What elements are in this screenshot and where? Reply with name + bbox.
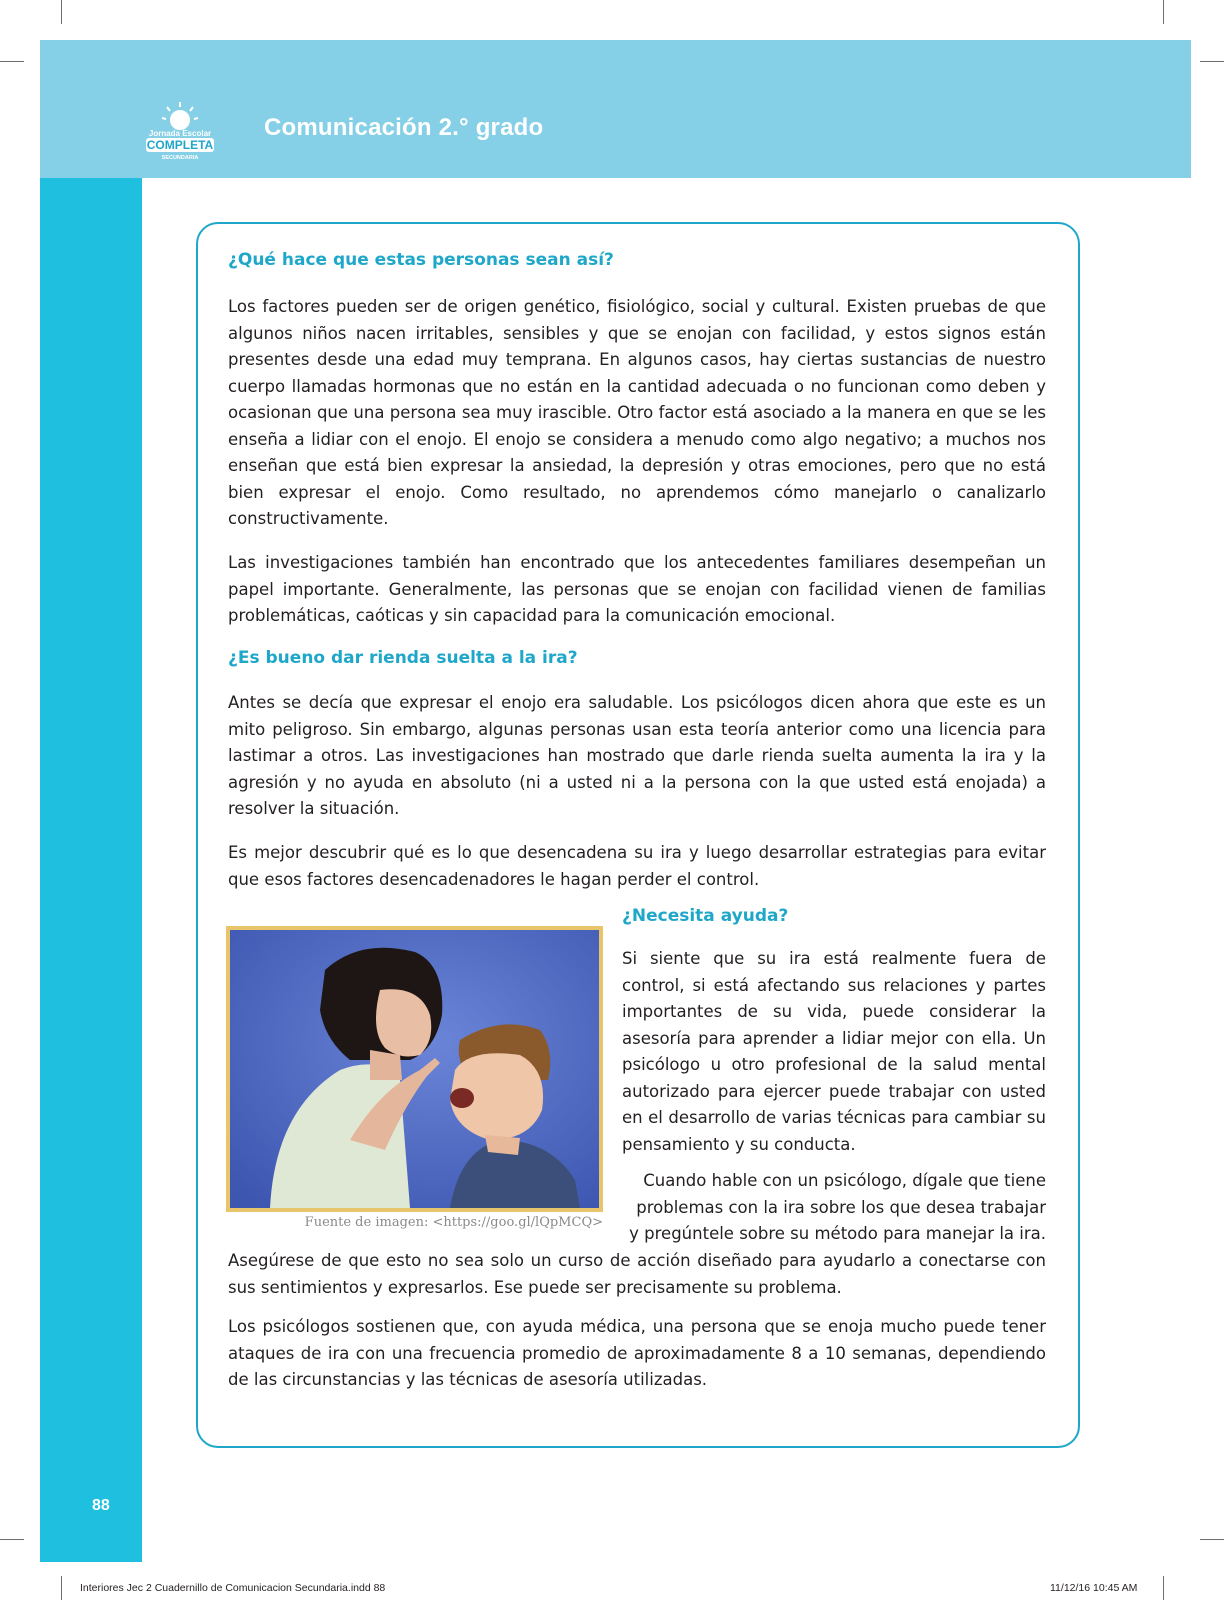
logo-text-top: Jornada Escolar [148,129,212,138]
jec-logo [140,100,240,162]
photo-mother-scolding-child [226,926,603,1212]
paragraph-talk-psychologist: Cuando hable con un psicólogo, dígale que tiene problemas con la ira sobre los que desea trabajar y pregúntele sobre su método para manejar la ira. [629,1171,1046,1243]
paragraph-course-of-action: Asegúrese de que esto no sea solo un curso de acción diseñado para ayudarlo a conectarse con sus sentimientos y expresarlos. Ese puede ser precisamente su problema. [228,1251,1046,1297]
crop-mark [61,1576,62,1600]
paragraph-need-help: Si siente que su ira está realmente fuera de control, si está afectando sus relaciones y partes importantes de su vida, puede considerar la asesoría para aprender a lidiar mejor con ella. Un psicólogo u otro profesional de la salud mental autorizado para ejercer puede trabajar con usted en el desarrollo de varias técnicas para cambiar su pensamiento y su conducta. [622,949,1046,1154]
crop-mark [1163,1576,1164,1600]
crop-mark [61,0,62,24]
page-title: Comunicación 2.° grado [264,114,544,141]
crop-mark [1200,61,1224,62]
crop-mark [0,1539,24,1540]
paragraph-factors: Los factores pueden ser de origen genético, fisiológico, social y cultural. Existen pruebas de que algunos niños nacen irritables, sensibles y que se enojan con facilidad, y estos signos están presentes desde una edad muy temprana. En algunos casos, hay ciertas sustancias de nuestro cuerpo llamadas hormonas que no están en la cantidad adecuada o no funcionan como deben y ocasionan que una persona sea muy irascible. Otro factor está asociado a la manera en que se les enseña a lidiar con el enojo. El enojo se considera a menudo como algo negativo; a muchos nos enseñan que está bien expresar la ansiedad, la depresión y otras emociones, pero que no está bien expresar el enojo. Como resultado, no aprendemos cómo manejarlo o canalizarlo constructivamente. [228,297,1046,528]
section-heading-help: ¿Necesita ayuda? [622,906,789,926]
crop-mark [1163,0,1164,24]
paragraph-frequency: Los psicólogos sostienen que, con ayuda médica, una persona que se enoja mucho puede tener ataques de ira con una frecuencia promedio de aproximadamente 8 a 10 semanas, dependiendo de las circunstancias y las técnicas de asesoría utilizadas. [228,1317,1046,1389]
paragraph-venting-myth: Antes se decía que expresar el enojo era saludable. Los psicólogos dicen ahora que este es un mito peligroso. Sin embargo, algunas personas usan esta teoría anterior como una licencia para lastimar a otros. Las investigaciones han mostrado que darle rienda suelta aumenta la ira y la agresión y no ayuda en absoluto (ni a usted ni a la persona con la que usted está enojada) a resolver la situación. [228,693,1046,818]
crop-mark [1200,1539,1224,1540]
logo-text-bottom: SECUNDARIA [161,155,199,161]
page-number: 88 [92,1497,110,1514]
crop-mark [0,61,24,62]
paragraph-family-background: Las investigaciones también han encontrado que los antecedentes familiares desempeñan un papel importante. Generalmente, las personas que se enojan con facilidad vienen de familias problemáticas, caóticas y sin capacidad para la comunicación emocional. [228,553,1046,625]
logo-text-main: COMPLETA [146,138,214,152]
footer-file-info: Interiores Jec 2 Cuadernillo de Comunicacion Secundaria.indd 88 [80,1582,386,1594]
section-heading-venting: ¿Es bueno dar rienda suelta a la ira? [228,648,578,668]
image-caption: Fuente de imagen: <https://goo.gl/lQpMCQ> [304,1215,603,1230]
sidebar-band [40,178,142,1562]
paragraph-triggers: Es mejor descubrir qué es lo que desencadena su ira y luego desarrollar estrategias para evitar que esos factores desencadenadores le hagan perder el control. [228,843,1046,889]
section-heading-origin: ¿Qué hace que estas personas sean así? [228,250,614,270]
footer-timestamp: 11/12/16 10:45 AM [1050,1582,1138,1594]
